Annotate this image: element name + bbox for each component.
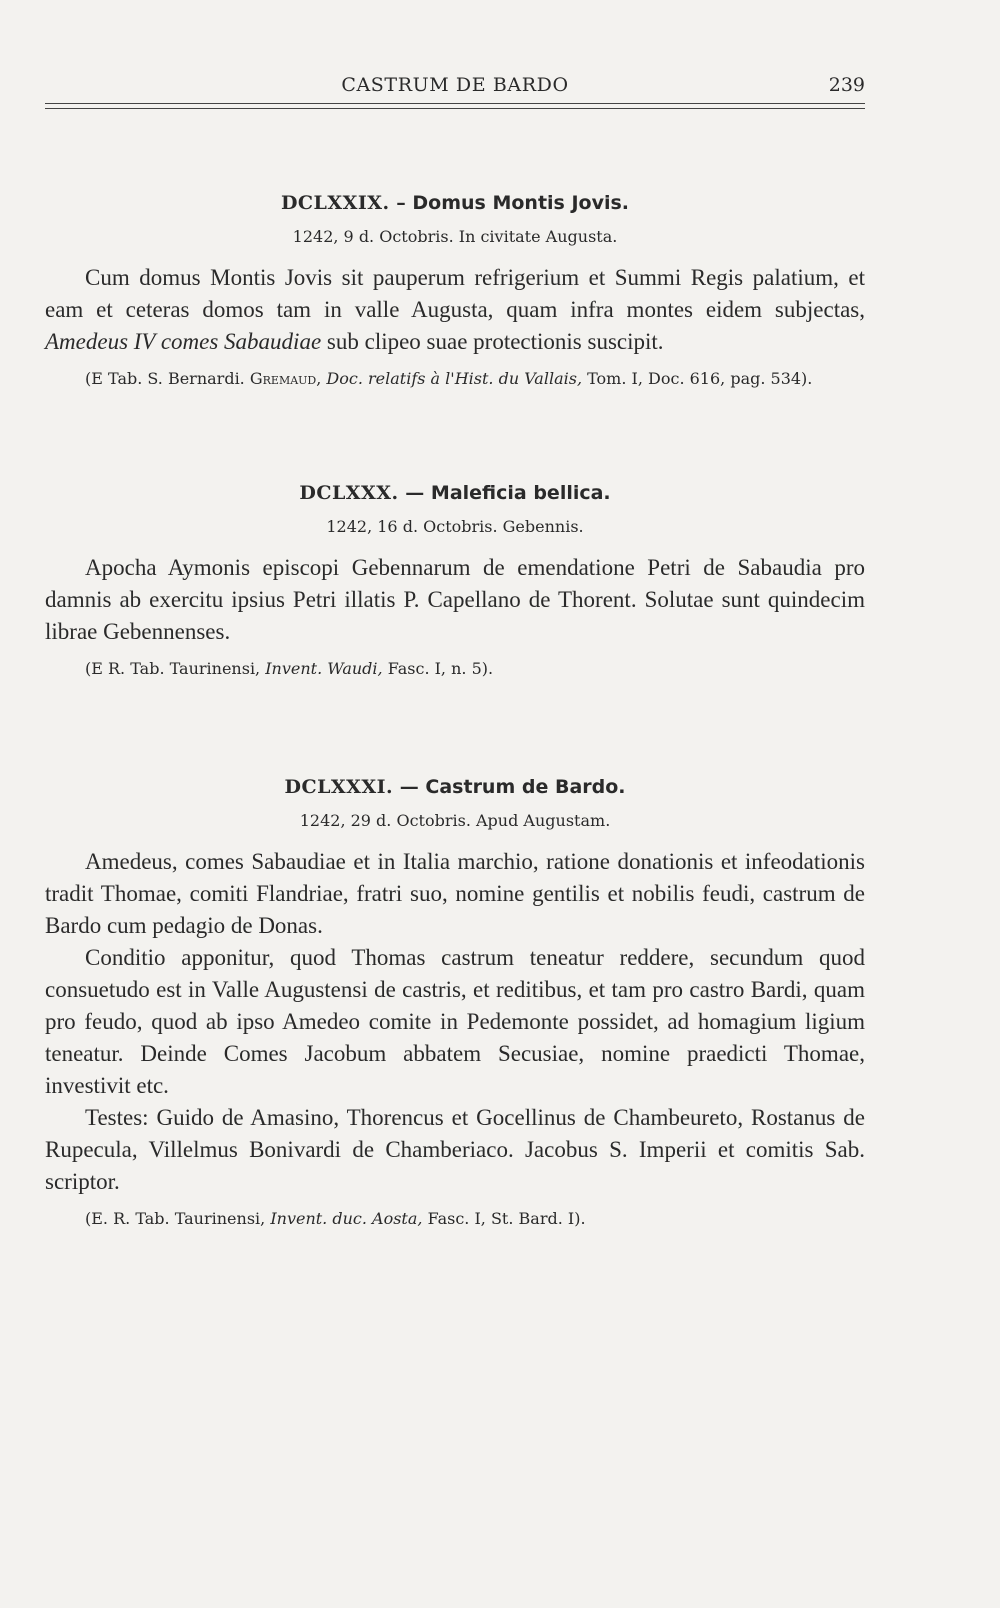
- document-body: [45, 262, 865, 358]
- document-body: [45, 552, 865, 648]
- document-heading: [45, 774, 865, 800]
- heading-dash: –: [396, 192, 406, 214]
- document-title: Domus Montis Jovis.: [412, 192, 630, 214]
- document-number: DCLXXXI.: [284, 776, 394, 798]
- page-content: [45, 190, 865, 1232]
- document-body: [45, 846, 865, 1198]
- citation-part: Fasc. I, n. 5).: [382, 659, 494, 678]
- body-paragraph: Conditio apponitur, quod Thomas castrum teneatur reddere, secundum quod consuetudo est in Valle Augustensi de castris, et reditibus, et tam pro castro Bardi, quam pro feudo, quod ab ipso Amedeo comite in Pedemonte possidet, ad homagium ligium teneatur. Deinde Comes Jacobum abbatem Secusiae, nomine praedicti Thomae, investivit etc.: [45, 945, 865, 1098]
- citation-italic: Doc. relatifs à l'Hist. du Vallais,: [326, 369, 583, 388]
- body-text-part: Cum domus Montis Jovis sit pauperum refrigerium et Summi Regis palatium, et eam et ceteras domos tam in valle Augusta, quam infra montes eidem subjectas,: [45, 265, 865, 322]
- heading-dash: —: [399, 776, 419, 798]
- document-entry: [45, 190, 865, 392]
- running-head: [45, 70, 865, 110]
- source-citation: [45, 656, 865, 682]
- citation-part: (E. R. Tab. Taurinensi,: [85, 1209, 271, 1228]
- header-rule-double: [45, 108, 865, 109]
- page-number: 239: [828, 74, 865, 96]
- citation-italic: Invent. duc. Aosta,: [270, 1209, 423, 1228]
- citation-part: Tom. I, Doc. 616, pag. 534).: [582, 369, 813, 388]
- source-citation: [45, 1206, 865, 1232]
- body-italic-part: Amedeus IV comes Sabaudiae: [45, 329, 322, 354]
- running-title: CASTRUM DE BARDO: [341, 74, 569, 96]
- document-entry: [45, 774, 865, 1232]
- source-citation: [45, 366, 865, 392]
- body-paragraph: Testes: Guido de Amasino, Thorencus et Gocellinus de Chambeureto, Rostanus de Rupecula, Villelmus Bonivardi de Chamberiaco. Jacobus S. Imperii et comitis Sab. scriptor.: [45, 1105, 865, 1194]
- document-dateline: 1242, 16 d. Octobris. Gebennis.: [326, 517, 584, 536]
- citation-part: Fasc. I, St. Bard. I).: [422, 1209, 586, 1228]
- document-entry: [45, 480, 865, 682]
- document-title: Castrum de Bardo.: [425, 776, 626, 798]
- document-heading: [45, 190, 865, 216]
- citation-part: (E R. Tab. Taurinensi,: [85, 659, 266, 678]
- citation-part: ,: [316, 369, 327, 388]
- document-number: DCLXXIX.: [280, 192, 390, 214]
- citation-author: Gremaud: [249, 369, 317, 388]
- body-paragraph: Amedeus, comes Sabaudiae et in Italia marchio, ratione donationis et infeodationis tradit Thomae, comiti Flandriae, fratri suo, nomine gentilis et nobilis feudi, castrum de Bardo cum pedagio de Donas.: [45, 849, 865, 938]
- citation-part: (E Tab. S. Bernardi.: [85, 369, 250, 388]
- document-heading: [45, 480, 865, 506]
- citation-italic: Invent. Waudi,: [265, 659, 383, 678]
- document-dateline: 1242, 29 d. Octobris. Apud Augustam.: [299, 811, 611, 830]
- body-paragraph: Apocha Aymonis episcopi Gebennarum de emendatione Petri de Sabaudia pro damnis ab exercitu ipsius Petri illatis P. Capellano de Thorent. Solutae sunt quindecim librae Gebennenses.: [45, 555, 865, 644]
- body-text-part: sub clipeo suae protectionis suscipit.: [321, 329, 664, 354]
- body-paragraph: [45, 262, 865, 358]
- header-rule: [45, 103, 865, 104]
- heading-dash: —: [405, 482, 425, 504]
- document-title: Maleficia bellica.: [430, 482, 611, 504]
- document-number: DCLXXX.: [299, 482, 399, 504]
- document-dateline: 1242, 9 d. Octobris. In civitate Augusta.: [292, 227, 618, 246]
